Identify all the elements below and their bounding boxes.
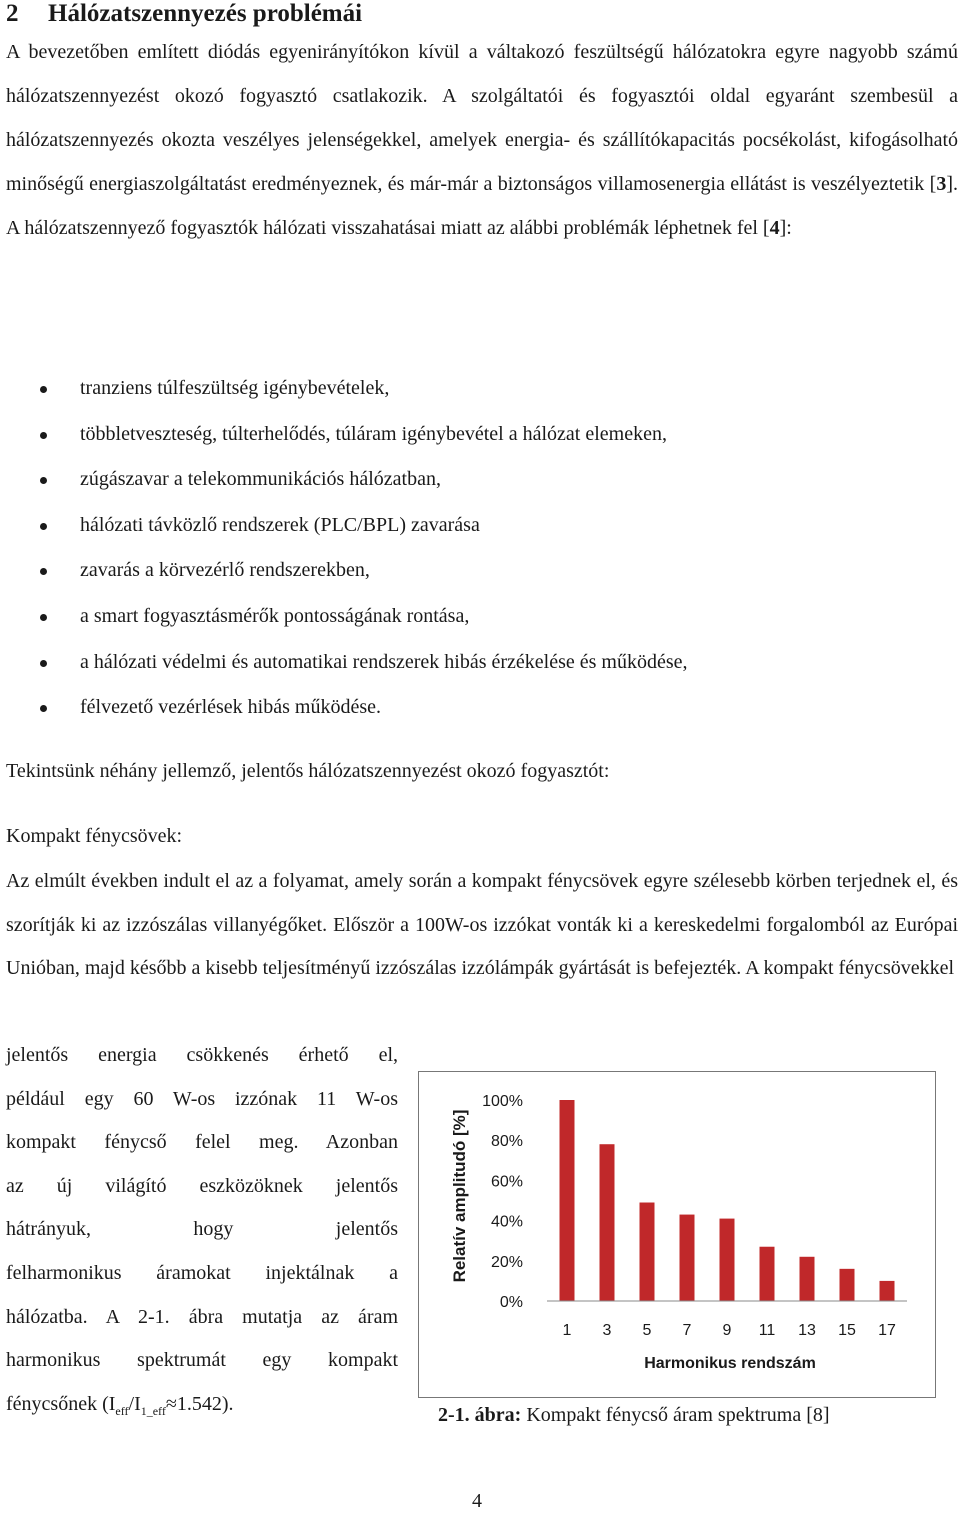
cfl-paragraph: Az elmúlt években indult el az a folyamat, amely során a kompakt fénycsövek egyre szélesebb körben terjednek el, és szorítják ki az izzószálas villanyégőket. Először a 100W-os izzókat vonták ki a kereskedelmi forgalomból az Európai Unióban, majd később a kisebb teljesítményű izzószálas izzólámpák gyártását is befejezték. A kompakt fénycsövekkel <box>6 870 958 980</box>
y-tick-label: 80% <box>490 1133 523 1151</box>
x-tick-label: 13 <box>798 1322 816 1339</box>
list-item <box>0 412 688 458</box>
bullet-icon <box>40 477 47 484</box>
last-line-prefix: fénycsőnek (I <box>6 1392 116 1415</box>
bullet-icon <box>40 705 47 712</box>
caption-label: 2-1. ábra: <box>438 1404 522 1426</box>
chart-bars <box>560 1100 895 1301</box>
list-item <box>0 685 688 731</box>
list-item-text: a smart fogyasztásmérők pontosságának rontása, <box>80 604 470 627</box>
y-tick-label: 0% <box>499 1294 523 1311</box>
caption-text: Kompakt fénycső áram spektruma [8] <box>521 1404 830 1426</box>
list-item-text: a hálózati védelmi és automatikai rendszerek hibás érzékelése és működése, <box>80 650 688 673</box>
bullet-icon <box>40 660 47 667</box>
last-line-suffix: ≈1.542). <box>165 1392 234 1415</box>
intro-text-1: A bevezetőben említett diódás egyenirányítókon kívül a váltakozó feszültségű hálózatokra egyre nagyobb számú hálózatszennyezést okozó fogyasztó csatlakozik. A szolgáltatói és fogyasztói oldal egyaránt szembesül a hálózatszennyezés okozta veszélyes jelenségekkel, amelyek energia- és szállítókapacitás pocsékolást, kifogásolható minőségű energiaszolgáltatást eredményeznek, és már-már a biztonságos villamosenergia ellátást is veszélyeztetik [ <box>6 41 958 195</box>
left-column-line: hátrányuk, hogy jelentős <box>6 1218 398 1241</box>
left-column-line: hálózatba. A 2-1. ábra mutatja az áram <box>6 1305 398 1328</box>
harmonic-spectrum-chart <box>418 1071 936 1398</box>
subscript-eff: eff <box>115 1403 129 1418</box>
list-item-text: félvezető vezérlések hibás működése. <box>80 696 381 719</box>
lead-sentence: Tekintsünk néhány jellemző, jelentős hálózatszennyezést okozó fogyasztót: <box>6 760 610 782</box>
left-column-line: jelentős energia csökkenés érhető el, <box>6 1044 398 1066</box>
x-tick-label: 7 <box>682 1322 692 1339</box>
list-item-text: hálózati távközlő rendszerek (PLC/BPL) zavarása <box>80 513 480 536</box>
chart-svg <box>419 1072 935 1397</box>
bullet-icon <box>40 614 47 621</box>
reference-4: 4 <box>769 217 780 239</box>
y-tick-label: 100% <box>482 1093 523 1110</box>
intro-paragraph <box>6 30 958 250</box>
list-item <box>0 594 688 640</box>
bar-harmonic-11 <box>760 1247 775 1301</box>
intro-text-2: ]. A hálózatszennyező fogyasztók hálózati visszahatásai miatt az alábbi problémák léphetnek fel [ <box>6 173 958 239</box>
page-number: 4 <box>472 1490 482 1512</box>
list-item <box>0 548 688 594</box>
left-column-last-line <box>6 1383 398 1434</box>
problem-list <box>0 366 688 731</box>
y-tick-label: 40% <box>490 1213 523 1231</box>
y-tick-label: 60% <box>490 1173 523 1191</box>
list-item <box>0 640 688 686</box>
bullet-icon <box>40 386 47 393</box>
x-tick-label: 9 <box>722 1322 732 1339</box>
chart-y-axis-label: Relatív amplitudó [%] <box>450 1109 469 1283</box>
chart-y-ticks <box>482 1093 523 1311</box>
bar-harmonic-17 <box>880 1281 895 1301</box>
intro-text-3: ]: <box>779 217 792 239</box>
x-tick-label: 1 <box>562 1322 572 1339</box>
list-item-text: tranziens túlfeszültség igénybevételek, <box>80 377 390 399</box>
list-item <box>0 457 688 503</box>
left-column-line: az új világító eszközöknek jelentős <box>6 1174 398 1197</box>
bar-harmonic-13 <box>800 1257 815 1301</box>
bar-harmonic-1 <box>560 1100 575 1301</box>
bar-harmonic-7 <box>680 1215 695 1301</box>
bullet-icon <box>40 568 47 575</box>
section-number: 2 <box>6 0 19 27</box>
x-tick-label: 17 <box>878 1322 896 1339</box>
subscript-1-eff: 1_eff <box>140 1403 166 1418</box>
bar-harmonic-9 <box>720 1219 735 1301</box>
chart-x-ticks <box>563 1322 896 1339</box>
x-tick-label: 3 <box>602 1322 612 1339</box>
list-item-text: zúgászavar a telekommunikációs hálózatban, <box>80 468 441 491</box>
section-title: Hálózatszennyezés problémái <box>48 0 363 27</box>
figure-caption <box>438 1404 830 1427</box>
x-tick-label: 15 <box>838 1322 856 1339</box>
bar-harmonic-5 <box>640 1203 655 1301</box>
y-tick-label: 20% <box>490 1253 523 1271</box>
left-column-line: például egy 60 W-os izzónak 11 W-os <box>6 1087 398 1110</box>
subheading-cfl: Kompakt fénycsövek: <box>6 825 183 847</box>
reference-3: 3 <box>936 173 947 195</box>
left-column-line: kompakt fénycső felel meg. Azonban <box>6 1131 398 1154</box>
bullet-icon <box>40 523 47 530</box>
section-heading <box>6 0 362 28</box>
left-column-line: harmonikus spektrumát egy kompakt <box>6 1349 398 1372</box>
left-column-text <box>6 1034 398 1433</box>
last-line-mid: /I <box>128 1392 141 1415</box>
list-item-text: zavarás a körvezérlő rendszerekben, <box>80 559 370 582</box>
chart-x-axis-label: Harmonikus rendszám <box>644 1355 816 1372</box>
x-tick-label: 5 <box>642 1322 652 1339</box>
bar-harmonic-3 <box>600 1144 615 1301</box>
bar-harmonic-15 <box>840 1269 855 1301</box>
list-item <box>0 503 688 549</box>
left-column-line: felharmonikus áramokat injektálnak a <box>6 1261 398 1284</box>
bullet-icon <box>40 432 47 439</box>
x-tick-label: 11 <box>758 1322 776 1339</box>
list-item <box>0 366 688 412</box>
list-item-text: többletveszteség, túlterhelődés, túláram igénybevétel a hálózat elemeken, <box>80 422 667 445</box>
